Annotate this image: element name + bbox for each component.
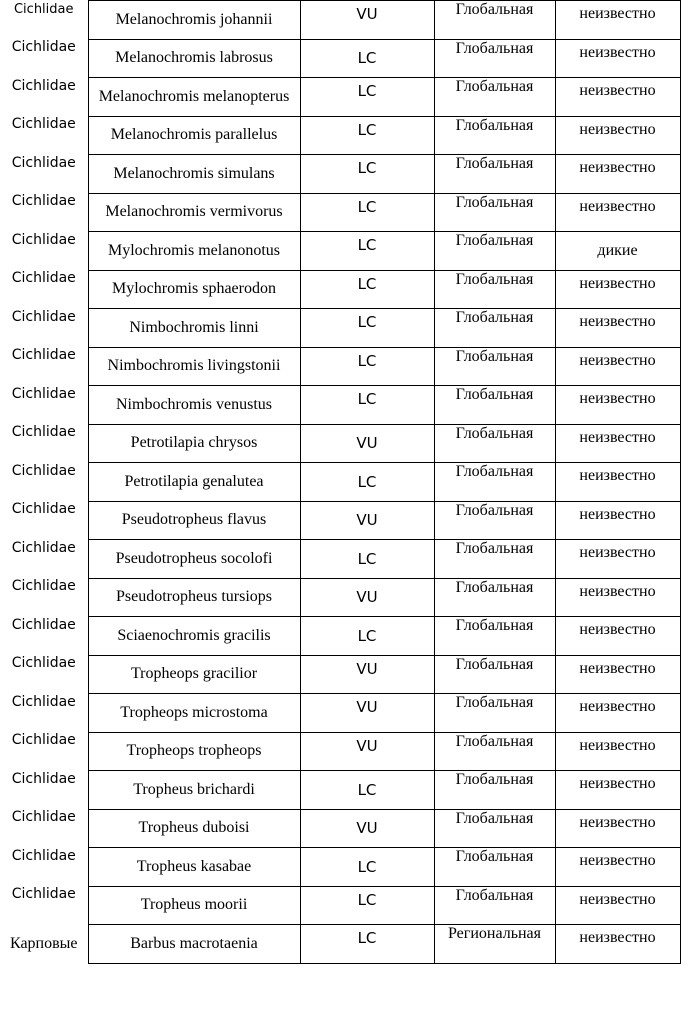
family-cell: Cichlidae bbox=[11, 39, 76, 55]
family-cell: Cichlidae bbox=[11, 154, 76, 171]
species-cell: Tropheus brichardi bbox=[88, 771, 300, 810]
table-row bbox=[0, 694, 680, 733]
scope-cell: Глобальная bbox=[434, 424, 555, 463]
table-row bbox=[0, 155, 680, 194]
status-cell: VU bbox=[300, 694, 434, 733]
table-row bbox=[0, 347, 680, 386]
table-row bbox=[0, 809, 680, 848]
origin-cell: неизвестно bbox=[555, 694, 680, 733]
status-cell: LC bbox=[300, 155, 434, 194]
scope-cell: Региональная bbox=[434, 925, 555, 964]
table-row bbox=[0, 193, 680, 232]
family-cell: Cichlidae bbox=[11, 693, 76, 710]
origin-cell: неизвестно bbox=[555, 771, 680, 810]
scope-cell: Глобальная bbox=[434, 694, 555, 733]
status-cell: LC bbox=[300, 39, 434, 78]
family-cell: Cichlidae bbox=[11, 385, 76, 402]
scope-cell: Глобальная bbox=[434, 540, 555, 579]
family-cell: Cichlidae bbox=[11, 886, 76, 902]
species-cell: Nimbochromis linni bbox=[88, 309, 300, 348]
family-cell: Cichlidae bbox=[11, 732, 76, 748]
scope-cell: Глобальная bbox=[434, 501, 555, 540]
family-cell: Cichlidae bbox=[11, 655, 76, 671]
species-cell: Melanochromis labrosus bbox=[88, 39, 300, 78]
status-cell: VU bbox=[300, 655, 434, 694]
scope-cell: Глобальная bbox=[434, 155, 555, 194]
origin-cell: неизвестно bbox=[555, 540, 680, 579]
table-row bbox=[0, 578, 680, 617]
status-cell: LC bbox=[300, 540, 434, 579]
table-row bbox=[0, 732, 680, 771]
origin-cell: неизвестно bbox=[555, 732, 680, 771]
table-row bbox=[0, 848, 680, 887]
scope-cell: Глобальная bbox=[434, 463, 555, 502]
scope-cell: Глобальная bbox=[434, 39, 555, 78]
table-row bbox=[0, 309, 680, 348]
origin-cell: неизвестно bbox=[555, 886, 680, 925]
table-row bbox=[0, 540, 680, 579]
table-row bbox=[0, 424, 680, 463]
status-cell: LC bbox=[300, 386, 434, 425]
origin-cell: неизвестно bbox=[555, 116, 680, 155]
family-cell: Cichlidae bbox=[11, 847, 76, 864]
status-cell: LC bbox=[300, 617, 434, 656]
species-cell: Nimbochromis venustus bbox=[88, 386, 300, 425]
family-cell: Cichlidae bbox=[13, 1, 74, 17]
origin-cell: неизвестно bbox=[555, 424, 680, 463]
table-row bbox=[0, 925, 680, 964]
scope-cell: Глобальная bbox=[434, 193, 555, 232]
species-cell: Barbus macrotaenia bbox=[88, 925, 300, 964]
family-cell: Cichlidae bbox=[11, 578, 76, 594]
family-cell: Карповые bbox=[9, 934, 78, 952]
table-row bbox=[0, 886, 680, 925]
scope-cell: Глобальная bbox=[434, 617, 555, 656]
table-row bbox=[0, 270, 680, 309]
family-cell: Cichlidae bbox=[11, 347, 76, 363]
table-row bbox=[0, 617, 680, 656]
table-row bbox=[0, 655, 680, 694]
scope-cell: Глобальная bbox=[434, 655, 555, 694]
status-cell: VU bbox=[300, 732, 434, 771]
status-cell: VU bbox=[300, 1, 434, 40]
species-cell: Melanochromis vermivorus bbox=[88, 193, 300, 232]
scope-cell: Глобальная bbox=[434, 386, 555, 425]
table-row bbox=[0, 39, 680, 78]
family-cell: Cichlidae bbox=[11, 462, 76, 479]
species-cell: Melanochromis simulans bbox=[88, 155, 300, 194]
species-cell: Melanochromis parallelus bbox=[88, 116, 300, 155]
origin-cell: неизвестно bbox=[555, 193, 680, 232]
scope-cell: Глобальная bbox=[434, 78, 555, 117]
scope-cell: Глобальная bbox=[434, 232, 555, 271]
family-cell: Cichlidae bbox=[11, 116, 76, 132]
table-row bbox=[0, 116, 680, 155]
origin-cell: неизвестно bbox=[555, 655, 680, 694]
origin-cell: неизвестно bbox=[555, 347, 680, 386]
species-cell: Melanochromis johannii bbox=[88, 1, 300, 40]
status-cell: VU bbox=[300, 578, 434, 617]
origin-cell: неизвестно bbox=[555, 848, 680, 887]
scope-cell: Глобальная bbox=[434, 270, 555, 309]
origin-cell: неизвестно bbox=[555, 463, 680, 502]
family-cell: Cichlidae bbox=[11, 539, 76, 556]
origin-cell: неизвестно bbox=[555, 386, 680, 425]
scope-cell: Глобальная bbox=[434, 347, 555, 386]
family-cell: Cichlidae bbox=[11, 616, 76, 633]
species-cell: Tropheus kasabae bbox=[88, 848, 300, 887]
species-cell: Tropheops tropheops bbox=[88, 732, 300, 771]
species-cell: Pseudotropheus socolofi bbox=[88, 540, 300, 579]
family-cell: Cichlidae bbox=[11, 770, 76, 787]
status-cell: VU bbox=[300, 809, 434, 848]
origin-cell: неизвестно bbox=[555, 155, 680, 194]
scope-cell: Глобальная bbox=[434, 1, 555, 40]
status-cell: LC bbox=[300, 771, 434, 810]
family-cell: Cichlidae bbox=[11, 424, 76, 440]
origin-cell: неизвестно bbox=[555, 809, 680, 848]
origin-cell: неизвестно bbox=[555, 39, 680, 78]
species-cell: Mylochromis melanonotus bbox=[88, 232, 300, 271]
origin-cell: неизвестно bbox=[555, 925, 680, 964]
species-cell: Nimbochromis livingstonii bbox=[88, 347, 300, 386]
scope-cell: Глобальная bbox=[434, 732, 555, 771]
species-cell: Melanochromis melanopterus bbox=[88, 78, 300, 117]
species-cell: Tropheus duboisi bbox=[88, 809, 300, 848]
species-cell: Tropheops microstoma bbox=[88, 694, 300, 733]
origin-cell: неизвестно bbox=[555, 309, 680, 348]
table-row bbox=[0, 463, 680, 502]
scope-cell: Глобальная bbox=[434, 771, 555, 810]
origin-cell: неизвестно bbox=[555, 270, 680, 309]
origin-cell: неизвестно bbox=[555, 578, 680, 617]
status-cell: LC bbox=[300, 193, 434, 232]
scope-cell: Глобальная bbox=[434, 886, 555, 925]
family-cell: Cichlidae bbox=[11, 270, 76, 286]
table-row bbox=[0, 771, 680, 810]
table-row bbox=[0, 386, 680, 425]
scope-cell: Глобальная bbox=[434, 578, 555, 617]
status-cell: VU bbox=[300, 424, 434, 463]
table-row bbox=[0, 78, 680, 117]
family-cell: Cichlidae bbox=[11, 501, 76, 517]
status-cell: LC bbox=[300, 116, 434, 155]
family-cell: Cichlidae bbox=[11, 809, 76, 825]
table-row bbox=[0, 232, 680, 271]
species-cell: Tropheops gracilior bbox=[88, 655, 300, 694]
scope-cell: Глобальная bbox=[434, 116, 555, 155]
status-cell: LC bbox=[300, 848, 434, 887]
species-cell: Petrotilapia genalutea bbox=[88, 463, 300, 502]
family-cell: Cichlidae bbox=[11, 77, 76, 94]
scope-cell: Глобальная bbox=[434, 309, 555, 348]
species-cell: Tropheus moorii bbox=[88, 886, 300, 925]
scope-cell: Глобальная bbox=[434, 809, 555, 848]
origin-cell: неизвестно bbox=[555, 617, 680, 656]
status-cell: LC bbox=[300, 886, 434, 925]
species-cell: Mylochromis sphaerodon bbox=[88, 270, 300, 309]
status-cell: LC bbox=[300, 347, 434, 386]
species-cell: Pseudotropheus tursiops bbox=[88, 578, 300, 617]
table-row bbox=[0, 1, 680, 40]
species-table-body bbox=[0, 1, 680, 964]
scope-cell: Глобальная bbox=[434, 848, 555, 887]
species-cell: Petrotilapia chrysos bbox=[88, 424, 300, 463]
table-row bbox=[0, 501, 680, 540]
status-cell: LC bbox=[300, 309, 434, 348]
species-cell: Sciaenochromis gracilis bbox=[88, 617, 300, 656]
status-cell: VU bbox=[300, 501, 434, 540]
origin-cell: дикие bbox=[555, 232, 680, 271]
status-cell: LC bbox=[300, 78, 434, 117]
family-cell: Cichlidae bbox=[11, 193, 76, 209]
origin-cell: неизвестно bbox=[555, 501, 680, 540]
status-cell: LC bbox=[300, 232, 434, 271]
origin-cell: неизвестно bbox=[555, 1, 680, 40]
family-cell: Cichlidae bbox=[11, 231, 76, 248]
status-cell: LC bbox=[300, 925, 434, 964]
family-cell: Cichlidae bbox=[11, 308, 76, 325]
status-cell: LC bbox=[300, 463, 434, 502]
origin-cell: неизвестно bbox=[555, 78, 680, 117]
species-cell: Pseudotropheus flavus bbox=[88, 501, 300, 540]
status-cell: LC bbox=[300, 270, 434, 309]
